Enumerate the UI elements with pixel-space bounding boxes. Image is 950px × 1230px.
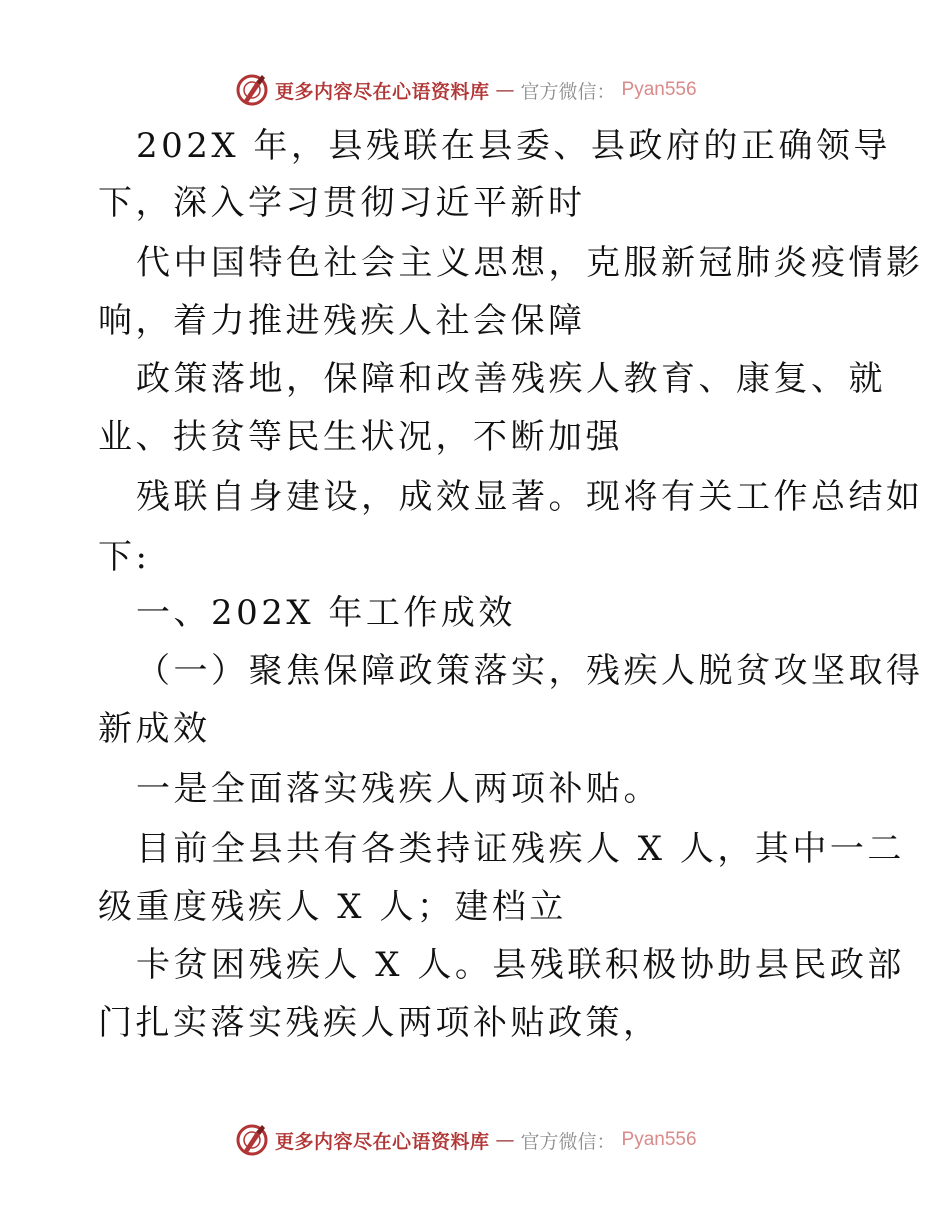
text-line: 响，着力推进残疾人社会保障 — [98, 301, 586, 341]
watermark-dash: — — [495, 79, 515, 101]
text-line: 一是全面落实残疾人两项补贴。 — [136, 769, 661, 809]
text-line: 下: — [98, 537, 151, 577]
text-line: 卡贫困残疾人 X 人。县残联积极协助县民政部 — [136, 945, 905, 985]
pen-logo-icon — [235, 73, 269, 107]
watermark-footer — [235, 1122, 755, 1158]
watermark-label: 官方微信： — [520, 1130, 616, 1153]
text-line: 代中国特色社会主义思想，克服新冠肺炎疫情影 — [136, 243, 924, 283]
text-line: 残联自身建设，成效显著。现将有关工作总结如 — [136, 477, 924, 517]
text-line: 门扎实落实残疾人两项补贴政策， — [98, 1003, 661, 1043]
text-line: 下，深入学习贯彻习近平新时 — [98, 183, 586, 223]
text-line: 业、扶贫等民生状况，不断加强 — [98, 417, 623, 457]
watermark-text: 更多内容尽在心语资料库 — [275, 1130, 490, 1153]
watermark-dash: — — [495, 1129, 515, 1151]
watermark-wechat-id: Pyan556 — [621, 1129, 697, 1150]
subsection-heading: （一）聚焦保障政策落实，残疾人脱贫攻坚取得 — [136, 651, 924, 691]
watermark-wechat-id: Pyan556 — [621, 79, 697, 100]
watermark-header — [235, 72, 755, 108]
watermark-text: 更多内容尽在心语资料库 — [275, 80, 490, 103]
text-line: 政策落地，保障和改善残疾人教育、康复、就 — [136, 359, 886, 399]
pen-logo-icon — [235, 1123, 269, 1157]
text-line: 级重度残疾人 X 人；建档立 — [98, 887, 567, 927]
text-line: 202X 年，县残联在县委、县政府的正确领导 — [136, 126, 891, 166]
text-line: 目前全县共有各类持证残疾人 X 人，其中一二 — [136, 829, 905, 869]
text-line: 新成效 — [98, 709, 211, 749]
watermark-label: 官方微信： — [520, 80, 616, 103]
section-heading: 一、202X 年工作成效 — [136, 593, 516, 633]
